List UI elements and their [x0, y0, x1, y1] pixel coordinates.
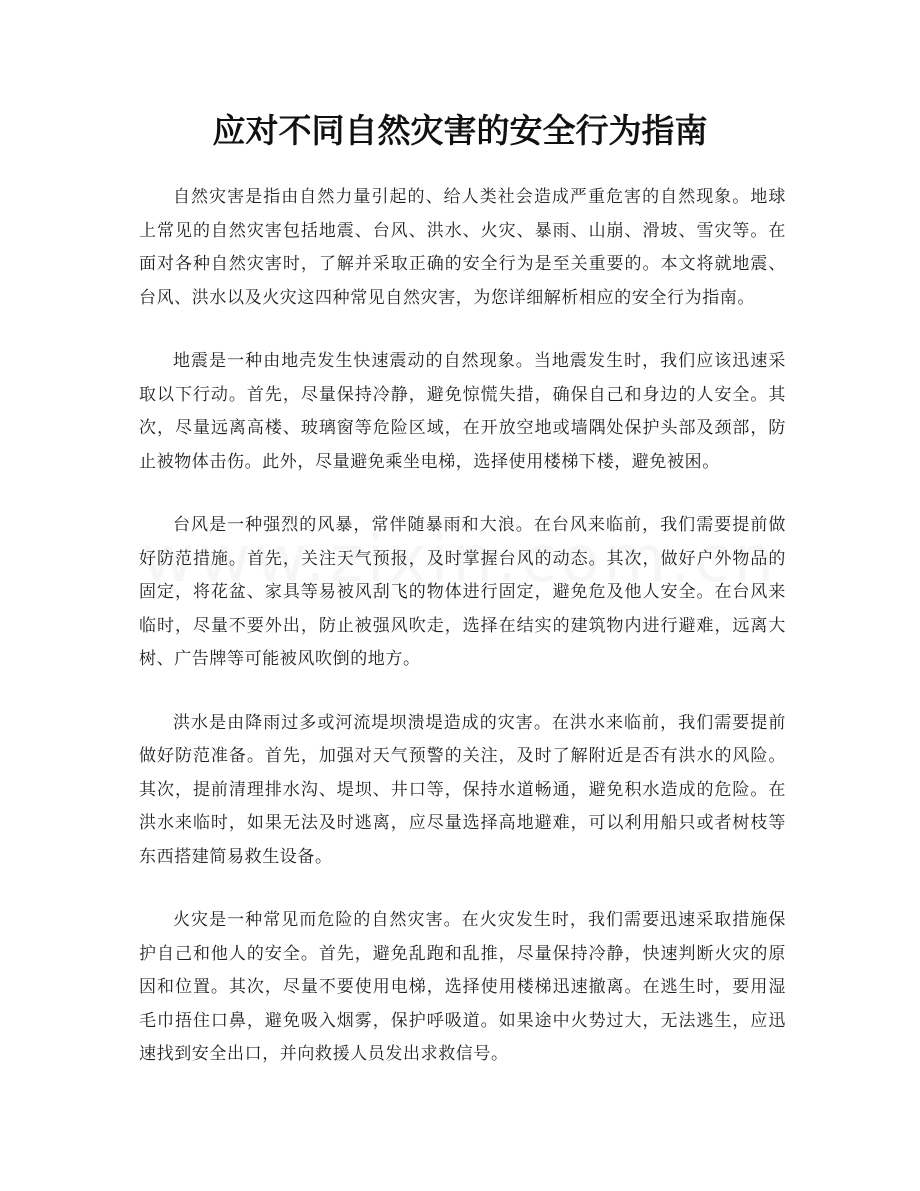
document-body	[139, 181, 786, 1102]
paragraph-flood: 洪水是由降雨过多或河流堤坝溃堤造成的灾害。在洪水来临前，我们需要提前做好防范准备。首先，加强对天气预警的关注，及时了解附近是否有洪水的风险。其次，提前清理排水沟、堤坝、井口等，保持水道畅通，避免积水造成的危险。在洪水来临时，如果无法及时逃离，应尽量选择高地避难，可以利用船只或者树枝等东西搭建简易救生设备。	[139, 712, 786, 867]
paragraph-typhoon: 台风是一种强烈的风暴，常伴随暴雨和大浪。在台风来临前，我们需要提前做好防范措施。首先，关注天气预报，及时掌握台风的动态。其次，做好户外物品的固定，将花盆、家具等易被风刮飞的物体进行固定，避免危及他人安全。在台风来临时，尽量不要外出，防止被强风吹走，选择在结实的建筑物内进行避难，远离大树、广告牌等可能被风吹倒的地方。	[139, 515, 786, 669]
paragraph-earthquake: 地震是一种由地壳发生快速震动的自然现象。当地震发生时，我们应该迅速采取以下行动。首先，尽量保持冷静，避免惊慌失措，确保自己和身边的人安全。其次，尽量远离高楼、玻璃窗等危险区域，在开放空地或墙隅处保护头部及颈部，防止被物体击伤。此外，尽量避免乘坐电梯，选择使用楼梯下楼，避免被困。	[139, 351, 786, 472]
paragraph-intro: 自然灾害是指由自然力量引起的、给人类社会造成严重危害的自然现象。地球上常见的自然灾害包括地震、台风、洪水、火灾、暴雨、山崩、滑坡、雪灾等。在面对各种自然灾害时，了解并采取正确的安全行为是至关重要的。本文将就地震、台风、洪水以及火灾这四种常见自然灾害，为您详细解析相应的安全行为指南。	[139, 187, 786, 308]
paragraph-fire: 火灾是一种常见而危险的自然灾害。在火灾发生时，我们需要迅速采取措施保护自己和他人的安全。首先，避免乱跑和乱推，尽量保持冷静，快速判断火灾的原因和位置。其次，尽量不要使用电梯，选择使用楼梯迅速撤离。在逃生时，要用湿毛巾捂住口鼻，避免吸入烟雾，保护呼吸道。如果途中火势过大，无法逃生，应迅速找到安全出口，并向救援人员发出求救信号。	[139, 910, 786, 1064]
document-title: 应对不同自然灾害的安全行为指南	[212, 111, 708, 150]
